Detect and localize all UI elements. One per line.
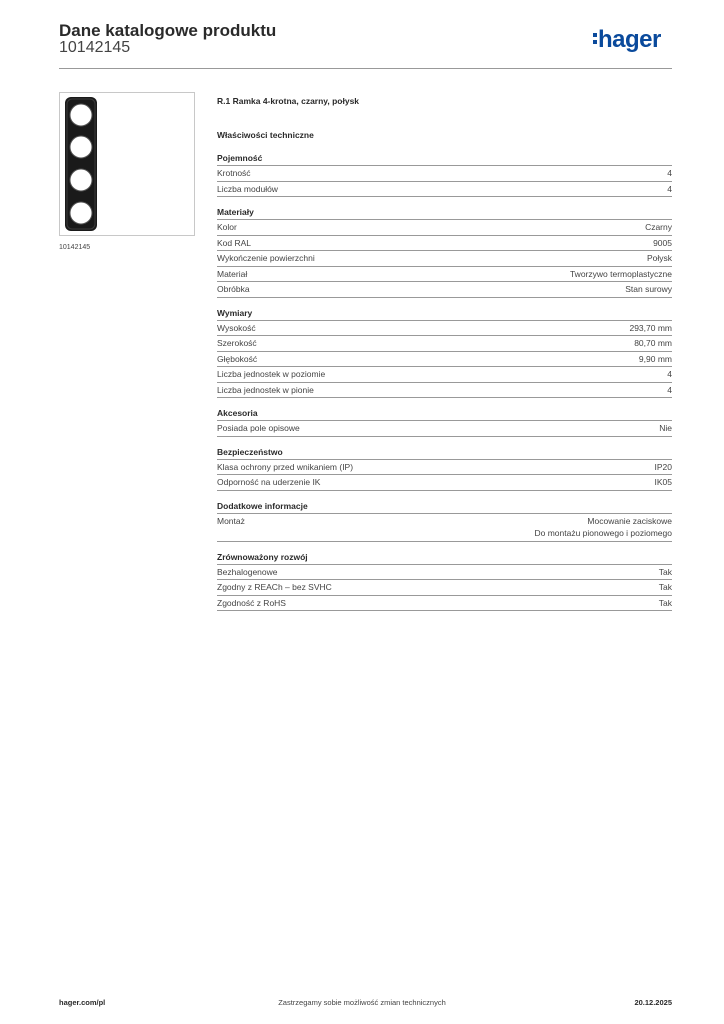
- spec-label: Bezhalogenowe: [217, 566, 278, 577]
- spec-label: Zgodność z RoHS: [217, 597, 286, 608]
- section-title: Materiały: [217, 207, 672, 220]
- spec-value: Nie: [659, 423, 672, 433]
- spec-value-line: Do montażu pionowego i poziomego: [534, 527, 672, 538]
- spec-value: 80,70 mm: [634, 338, 672, 348]
- spec-value: 4: [667, 384, 672, 395]
- footer-date: 20.12.2025: [634, 998, 672, 1007]
- spec-panel: [217, 96, 672, 611]
- spec-label: Obróbka: [217, 284, 250, 294]
- spec-value: IK05: [654, 477, 672, 487]
- product-name: R.1 Ramka 4-krotna, czarny, połysk: [217, 96, 360, 106]
- spec-value: IP20: [654, 461, 672, 472]
- spec-label: Zgodny z REACh – bez SVHC: [217, 582, 332, 592]
- spec-row: [217, 336, 672, 352]
- image-caption: 10142145: [59, 244, 91, 251]
- spec-value: 9,90 mm: [638, 353, 672, 364]
- spec-label: Kolor: [217, 222, 237, 232]
- spec-row: [217, 182, 672, 198]
- spec-row: [217, 251, 672, 267]
- spec-row: [217, 421, 672, 437]
- logo-text: hager: [598, 26, 661, 53]
- page-title: Dane katalogowe produktu: [59, 21, 277, 40]
- spec-row: [217, 460, 672, 476]
- spec-row: [217, 580, 672, 596]
- hager-logo: [593, 26, 661, 54]
- spec-row: [217, 475, 672, 491]
- section-title: Bezpieczeństwo: [217, 447, 672, 460]
- spec-value: Czarny: [645, 222, 672, 232]
- spec-label: Liczba jednostek w pionie: [217, 384, 314, 395]
- spec-row: [217, 166, 672, 182]
- section-title: Pojemność: [217, 153, 672, 166]
- spec-value: Tworzywo termoplastyczne: [569, 268, 672, 279]
- spec-label: Liczba jednostek w poziomie: [217, 369, 326, 379]
- logo-dots-icon: [593, 30, 597, 47]
- footer-website: hager.com/pl: [59, 998, 106, 1007]
- spec-row: [217, 220, 672, 236]
- product-image: [59, 92, 195, 236]
- section-title: Dodatkowe informacje: [217, 501, 672, 514]
- spec-label: Głębokość: [217, 353, 258, 364]
- spec-row: [217, 596, 672, 612]
- spec-value: Tak: [658, 582, 672, 592]
- spec-label: Odporność na uderzenie IK: [217, 477, 321, 487]
- spec-value: Połysk: [646, 253, 672, 263]
- spec-row: [217, 352, 672, 368]
- section-title: Wymiary: [217, 308, 672, 321]
- section-title: Zrównoważony rozwój: [217, 552, 672, 565]
- spec-sections: [217, 153, 672, 611]
- spec-row: [217, 367, 672, 383]
- frame-product-icon: [60, 93, 194, 235]
- spec-value: 4: [667, 369, 672, 379]
- spec-value: Stan surowy: [625, 284, 672, 294]
- spec-row: [217, 282, 672, 298]
- spec-value: 293,70 mm: [629, 322, 672, 333]
- footer-disclaimer: Zastrzegamy sobie możliwość zmian technicznych: [278, 998, 446, 1007]
- header-divider: [59, 68, 672, 69]
- spec-row: [217, 514, 672, 542]
- spec-label: Szerokość: [217, 338, 257, 348]
- spec-row: [217, 267, 672, 283]
- spec-label: Materiał: [217, 268, 248, 279]
- spec-label: Kod RAL: [217, 237, 252, 248]
- spec-value: Tak: [658, 597, 672, 608]
- spec-value-line: Mocowanie zaciskowe: [587, 515, 672, 526]
- section-title: Akcesoria: [217, 408, 672, 421]
- spec-label: Wykończenie powierzchni: [217, 253, 315, 263]
- spec-value: 4: [667, 168, 672, 178]
- spec-label: Liczba modułów: [217, 183, 278, 194]
- spec-label: Krotność: [217, 168, 251, 178]
- spec-row: [217, 383, 672, 399]
- product-code: 10142145: [59, 39, 131, 56]
- spec-value: [534, 515, 672, 539]
- spec-label: Klasa ochrony przed wnikaniem (IP): [217, 461, 354, 472]
- spec-label: Montaż: [217, 515, 245, 526]
- spec-value: 9005: [653, 237, 672, 248]
- spec-label: Posiada pole opisowe: [217, 423, 300, 433]
- spec-row: [217, 565, 672, 581]
- spec-value: 4: [667, 183, 672, 194]
- technical-properties-heading: Właściwości techniczne: [217, 130, 314, 140]
- spec-value: Tak: [658, 566, 672, 577]
- spec-row: [217, 236, 672, 252]
- spec-label: Wysokość: [217, 322, 256, 333]
- spec-row: [217, 321, 672, 337]
